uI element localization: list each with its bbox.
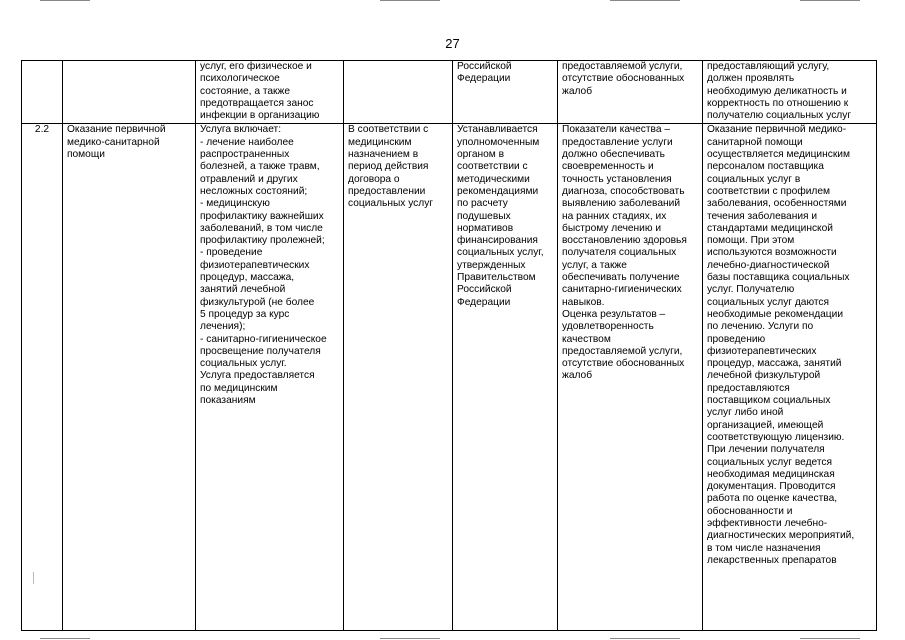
table-cell-term [344,61,453,124]
table-cell-service-name: Оказание первичной медико-санитарной помощи [63,124,196,631]
table-row [22,61,877,124]
table-cell-conditions: предоставляющий услугу, должен проявлять необходимую деликатность и корректность по отношению к получателю социальных услуг [703,61,877,124]
page-number: 27 [445,36,460,51]
scan-edge-bottom [380,638,440,639]
table-cell-number [22,61,63,124]
table-cell-quality: предоставляемой услуги, отсутствие обоснованных жалоб [558,61,703,124]
scan-edge-top [40,0,90,1]
table-cell-service-name [63,61,196,124]
table-cell-tariff: Российской Федерации [453,61,558,124]
scan-edge-bottom [800,638,860,639]
table-row [22,124,877,631]
table-cell-conditions: Оказание первичной медико- санитарной помощи осуществляется медицинским персоналом поставщика социальных услуг в соответствии с профилем заболевания, особенностями течения заболевания и стандартами медицинской помощи. При этом используются возможности лечебно-диагностической базы поставщика социальных услуг. Получателю социальных услуг даются необходимые рекомендации по лечению. Услуги по проведению физиотерапевтических процедур, массажа, занятий лечебной физкультурой предоставляются поставщиком социальных услуг либо иной организацией, имеющей соответствующую лицензию. При лечении получателя социальных услуг ведется необходимая медицинская документация. Проводится работа по оценке качества, обоснованности и эффективности лечебно- диагностических мероприятий, в том числе назначения лекарственных препаратов [703,124,877,631]
table-cell-term: В соответствии с медицинским назначением в период действия договора о предоставлении социальных услуг [344,124,453,631]
scan-edge-bottom [40,638,90,639]
scan-edge-bottom [610,638,680,639]
table-cell-tariff: Устанавливается уполномоченным органом в соответствии с методическими рекомендациями по расчету подушевых нормативов финансирования социальных услуг, утвержденных Правительством Российской Федерации [453,124,558,631]
table-cell-quality: Показатели качества – предоставление услуги должно обеспечивать своевременность и точность установления диагноза, способствовать выявлению заболеваний на ранних стадиях, их быстрому лечению и восстановлению здоровья получателя социальных услуг, а также обеспечивать получение санитарно-гигиенических навыков. Оценка результатов – удовлетворенность качеством предоставляемой услуги, отсутствие обоснованных жалоб [558,124,703,631]
scan-edge-top [610,0,680,1]
table-cell-number: 2.2 [22,124,63,631]
services-table [21,60,877,631]
table-cell-description: Услуга включает: - лечение наиболее распространенных болезней, а также травм, отравлений и других несложных состояний; - медицинскую профилактику важнейших заболеваний, в том числе профилактику пролежней; - проведение физиотерапевтических процедур, массажа, занятий лечебной физкультурой (не более 5 процедур за курс лечения); - санитарно-гигиеническое просвещение получателя социальных услуг. Услуга предоставляется по медицинским показаниям [196,124,344,631]
scan-edge-top [800,0,860,1]
scan-edge-top [380,0,440,1]
table-cell-description: услуг, его физическое и психологическое состояние, а также предотвращается занос инфекции в организацию [196,61,344,124]
